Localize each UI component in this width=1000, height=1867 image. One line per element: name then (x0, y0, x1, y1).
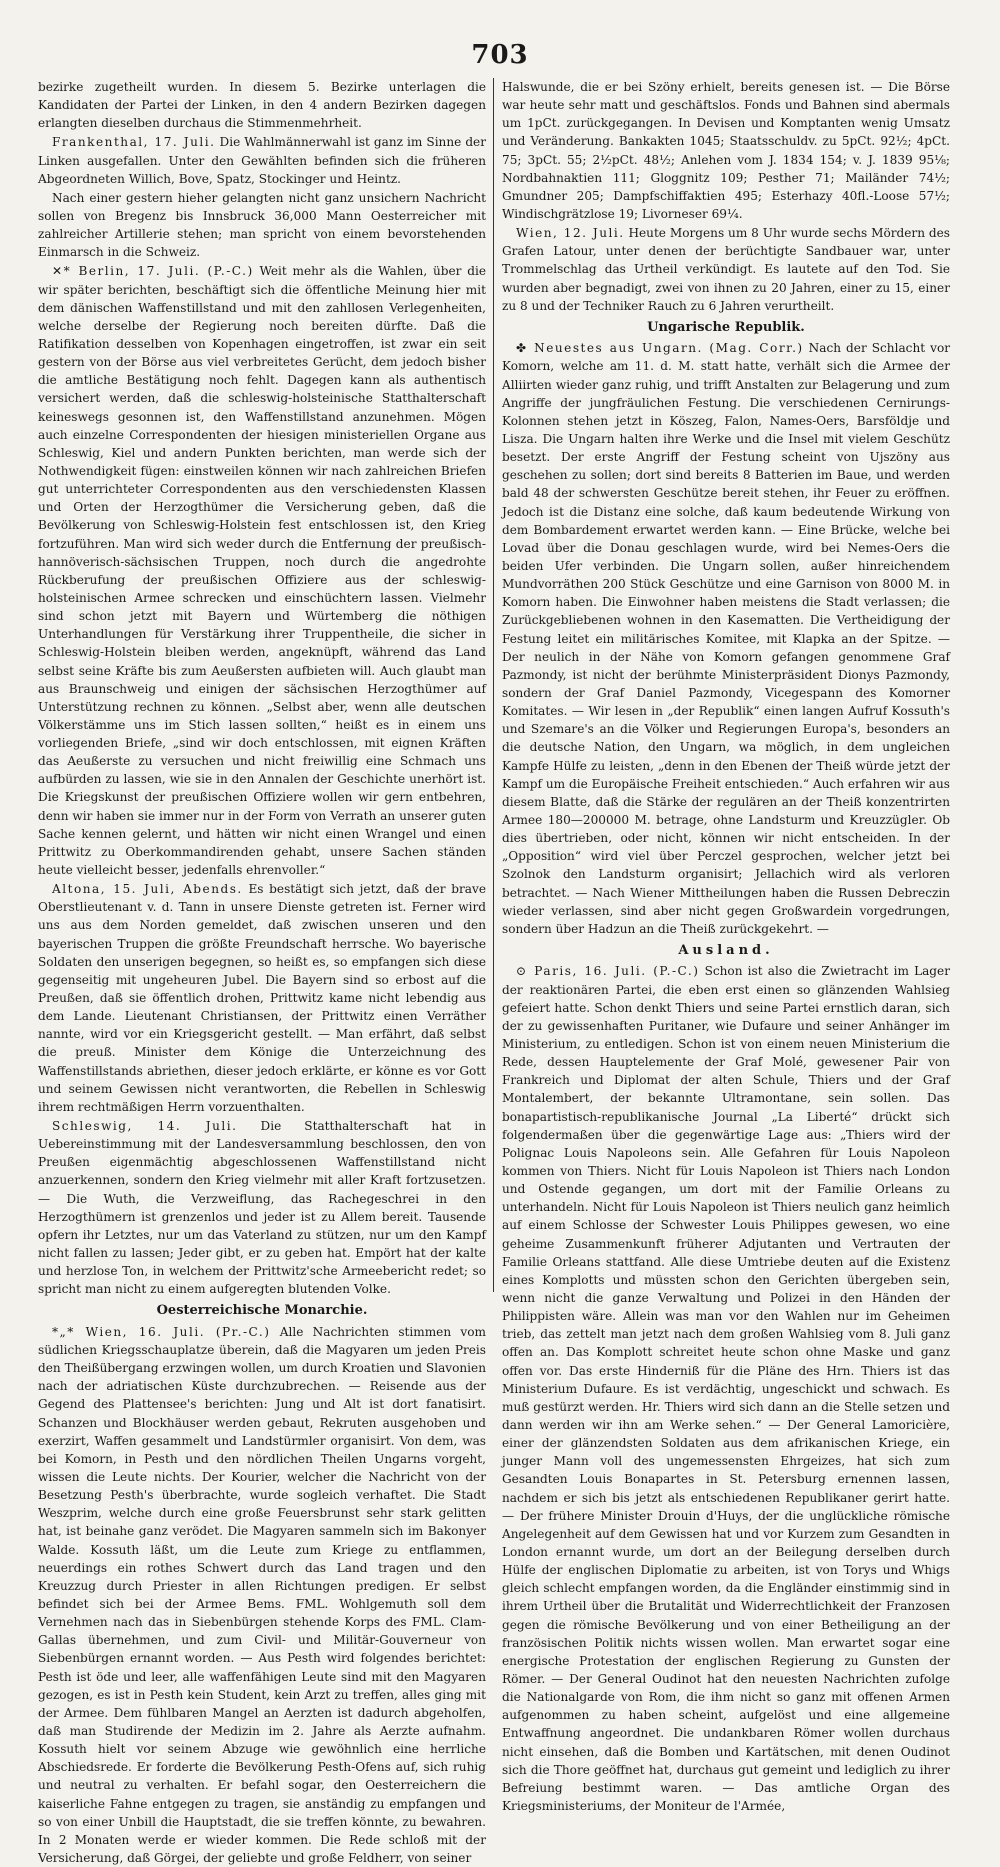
section-heading: Ausland. (678, 942, 774, 958)
column-divider (493, 78, 494, 1292)
article-paragraph (502, 224, 950, 315)
page-number: 703 (471, 40, 529, 70)
article-text: Heute Morgens um 8 Uhr wurde sechs Mördern des Grafen Latour, unter denen der berüchtigte Sandbauer war, unter Trommelschlag das Urtheil verkündigt. Es lautete auf den Tod. Sie wurden aber begnadigt, zwei von ihnen zu 20 Jahren, einer zu 15, einer zu 8 und der Techniker Rauch zu 6 Jahren verurtheilt. (502, 226, 950, 313)
article-paragraph (38, 1117, 486, 1298)
article-text: Es bestätigt sich jetzt, daß der brave Oberstlieutenant v. d. Tann in unsere Dienste getreten ist. Ferner wird uns aus dem Norden gemeldet, daß zwischen unseren und den bayerischen Truppen die größte Freundschaft herrsche. Wo bayerische Soldaten den unserigen begegnen, so heißt es, so empfangen sich diese gegenseitig mit ungeheuren Jubel. Die Bayern sind so erbost auf die Preußen, daß sie öffentlich drohen, Prittwitz kame nicht lebendig aus dem Lande. Lieutenant Christiansen, der Prittwitz einen Verräther nannte, wird vor ein Kriegsgericht gestellt. — Man erfährt, daß selbst die preuß. Minister dem Könige die Unterzeichnung des Waffenstillstands abriethen, dieser jedoch erklärte, er könne es vor Gott und seinem Gewissen nicht verantworten, die Rebellen in Schleswig ihrem rechtmäßigen Herrn vorzuenthalten. (38, 882, 486, 1114)
left-column (38, 78, 486, 1865)
dateline: Wien, 12. Juli. (516, 226, 625, 241)
dateline: ✤ Neuestes aus Ungarn. (Mag. Corr.) (516, 341, 804, 356)
article-text: Schon ist also die Zwietracht im Lager der reaktionären Partei, die eben erst einen so glänzenden Wahlsieg gefeiert hatte. Schon denkt Thiers und seine Partei ernstlich daran, sich der zu gewissenhaften Puritaner, wie Dufaure und seiner Anhänger im Ministerium, zu entledigen. Schon ist von einem neuen Ministerium die Rede, dessen Hauptelemente der Graf Molé, gewesener Pair von Frankreich und Diplomat der alten Schule, Thiers und der Graf Montalembert, der bekannte Ultramontane, sein sollen. Das bonapartistisch-republikanische Journal „La Liberté“ drückt sich folgendermaßen über die gegenwärtige Lage aus: „Thiers wird der Polignac Louis Napoleons sein. Alle Gefahren für Louis Napoleon kommen von Thiers. Nicht für Louis Napoleon ist Thiers nach London und Ostende gegangen, um dort mit der Familie Orleans zu unterhandeln. Nicht für Louis Napoleon ist Thiers neulich ganz heimlich auf einem Schlosse der Schwester Louis Philippes gewesen, wo eine geheime Zusammenkunft früherer Adjutanten und Vertrauten der Familie Orleans stattfand. Alle diese Umtriebe deuten auf die Existenz eines Komplotts und müssten schon den Gerichten übergeben sein, wenn nicht die ganze Verwaltung und Polizei in den Händen der Philippisten wäre. Allein was man vor den Wahlen nur im Geheimen trieb, das zettelt man jetzt nach dem großen Wahlsieg vom 8. Juli ganz offen an. Das Komplott schreitet heute schon ohne Maske und ganz offen vor. Das erste Hinderniß für die Pläne des Hrn. Thiers ist das Ministerium Dufaure. Es ist verdächtig, ungeschickt und schwach. Es muß gestürzt werden. Hr. Thiers wird sich dann an die Stelle setzen und dann werden wir ihn am Werke sehen.“ — Der General Lamoricière, einer der glänzendsten Soldaten aus dem afrikanischen Kriege, ein junger Mann voll des ungemessensten Ehrgeizes, hat sich zum Gesandten Louis Bonapartes in St. Petersburg ernennen lassen, nachdem er sich bis jetzt als entschiedenen Republikaner gerirt hatte. — Der frühere Minister Drouin d'Huys, der die unglückliche römische Angelegenheit auf dem Gewissen hat und vor Kurzem zum Gesandten in London ernannt wurde, um dort an der Beilegung derselben durch Hülfe der englischen Diplomatie zu arbeiten, ist von Torys und Whigs gleich schlecht empfangen worden, da die Engländer einstimmig sind in ihrem Urtheil über die Brutalität und Widerrechtlichkeit der Franzosen gegen die römische Bevölkerung und von einer Betheiligung an der französischen Politik nichts wissen wollen. Man erwartet sogar eine energische Protestation der englischen Regierung zu Gunsten der Römer. — Der General Oudinot hat den neuesten Nachrichten zufolge die Nationalgarde von Rom, die ihm nicht so ganz mit offenen Armen aufgenommen zu haben scheint, aufgelöst und eine allgemeine Entwaffnung angeordnet. Die undankbaren Römer wollen durchaus nicht einsehen, daß die Bomben und Kartätschen, mit denen Oudinot sich die Thore geöffnet hat, durchaus gut gemeint und lediglich zu ihrer Befreiung bestimmt waren. — Das amtliche Organ des Kriegsministeriums, der Moniteur de l'Armée, (502, 964, 950, 1813)
article-text: Alle Nachrichten stimmen vom südlichen Kriegsschauplatze überein, daß die Magyaren um jeden Preis den Theißübergang erzwingen wollen, um durch Kroatien und Slavonien nach der adriatischen Küste durchzubrechen. — Reisende aus der Gegend des Plattensee's berichten: Jung und Alt ist dort fanatisirt. Schanzen und Blockhäuser werden gebaut, Rekruten ausgehoben und exerzirt, Waffen gesammelt und Landstürmler organisirt. Von dem, was bei Komorn, in Pesth und den nördlichen Theilen Ungarns vorgeht, wissen die Leute nichts. Der Kourier, welcher die Nachricht von der Besetzung Pesth's überbrachte, wurde sogleich verhaftet. Die Stadt Weszprim, welche durch eine große Feuersbrunst sehr stark gelitten hat, ist beinahe ganz verödet. Die Magyaren sammeln sich im Bakonyer Walde. Kossuth läßt, um die Leute zum Kriege zu entflammen, neuerdings ein rothes Schwert durch das Land tragen und den Kreuzzug durch Priester in allen Richtungen predigen. Er selbst befindet sich bei der Armee Bems. FML. Wohlgemuth soll dem Vernehmen nach das in Siebenbürgen stehende Korps des FML. Clam-Gallas übernehmen, und zum Civil- und Militär-Gouverneur von Siebenbürgen ernannt worden. — Aus Pesth wird folgendes berichtet: Pesth ist öde und leer, alle waffenfähigen Leute sind mit den Magyaren gezogen, es ist in Pesth kein Student, kein Arzt zu treffen, alles ging mit der Armee. Dem fühlbaren Mangel an Aerzten ist dadurch abgeholfen, daß man Studirende der Medizin im 2. Jahre als Aerzte aufnahm. Kossuth hielt vor seinem Abzuge wie gewöhnlich eine herrliche Abschiedsrede. Er forderte die Bevölkerung Pesth-Ofens auf, sich ruhig und neutral zu verhalten. Er befahl sogar, den Oesterreichern die kaiserliche Fahne entgegen zu tragen, sie anständig zu empfangen und so von einer Unbill die Hauptstadt, die sie treffen könnte, zu bewahren. In 2 Monaten werde er wieder kommen. Die Rede schloß mit der Versicherung, daß Görgei, der geliebte und große Feldherr, von seiner (38, 1324, 486, 1865)
article-text: bezirke zugetheilt wurden. In diesem 5. Bezirke unterlagen die Kandidaten der Partei der Linken, in den 4 andern Bezirken dagegen erlangten dieselben durchaus die Stimmenmehrheit. (38, 80, 486, 131)
dateline: ✕* Berlin, 17. Juli. (P.-C.) (52, 264, 254, 279)
article-text: Die Wahlmännerwahl ist ganz im Sinne der Linken ausgefallen. Unter den Gewählten befinden sich die früheren Abgeordneten Willich, Bove, Spatz, Stockinger und Heintz. (38, 135, 486, 186)
article-paragraph (502, 339, 950, 938)
article-paragraph (38, 78, 486, 132)
dateline: *„* Wien, 16. Juli. (Pr.-C.) (52, 1324, 271, 1339)
article-text: Halswunde, die er bei Szöny erhielt, bereits genesen ist. — Die Börse war heute sehr matt und geschäftslos. Fonds und Bahnen sind abermals um 1pCt. zurückgegangen. In Devisen und Komptanten wenig Umsatz und Veränderung. Bankakten 1045; Staatsschuldv. zu 5pCt. 92½; 4pCt. 75; 3pCt. 55; 2½pCt. 48½; Anlehen vom J. 1834 154; v. J. 1839 95⅛; Nordbahnaktien 111; Gloggnitz 109; Pesther 71; Mailänder 74½; Gmundner 205; Dampfschiffaktien 495; Esterhazy 40fl.-Loose 57½; Windischgrätzlose 19; Livorneser 69¼. (502, 80, 950, 221)
article-paragraph (38, 189, 486, 262)
dateline: Frankenthal, 17. Juli. (52, 135, 216, 150)
article-paragraph (502, 78, 950, 223)
right-column (502, 78, 951, 1813)
article-text: Nach einer gestern hieher gelangten nicht ganz unsichern Nachricht sollen von Bregenz bis Innsbruck 36,000 Mann Oesterreicher mit zahlreicher Artillerie stehen; man spricht von einem bevorstehenden Einmarsch in die Schweiz. (38, 190, 486, 260)
dateline: Altona, 15. Juli, Abends. (52, 882, 243, 897)
article-text: Nach der Schlacht vor Komorn, welche am 11. d. M. statt hatte, verhält sich die Armee der Alliirten wieder ganz ruhig, und trifft Anstalten zur Belagerung und zum Angriffe der jungfräulichen Festung. Die verschiedenen Cernirungs-Kolonnen stehen jetzt in Köszeg, Falon, Names-Oers, Barsföldje und Lisza. Die Ungarn halten ihre Werke und die Insel mit vielem Geschütz besetzt. Der erste Angriff der Festung scheint von Ujszöny aus geschehen zu sollen; dort sind bereits 8 Batterien im Baue, und werden bald 48 der schwersten Geschütze bereit stehen, ihr Feuer zu eröffnen. Jedoch ist die Distanz eine solche, daß kaum bedeutende Wirkung von dem Bombardement erwartet werden kann. — Eine Brücke, welche bei Lovad über die Donau geschlagen wurde, wird bei Nemes-Oers die beiden Ufer verbinden. Die Ungarn sollen, außer hinreichendem Mundvorräthen 200 Stück Geschütze und eine Garnison von 8000 M. in Komorn haben. Die Einwohner haben meistens die Stadt verlassen; die Zurückgebliebenen wohnen in den Kasematten. Die Vertheidigung der Festung leitet ein militärisches Komitee, mit Klapka an der Spitze. — Der neulich in der Nähe von Komorn gefangen genommene Graf Pazmondy, ist nicht der berühmte Ministerpräsident Dionys Pazmondy, sondern der Graf Daniel Pazmondy, Vicegespann des Komorner Komitates. — Wir lesen in „der Republik“ einen langen Aufruf Kossuth's und Szemare's an die Völker und Regierungen Europa's, besonders an die deutsche Nation, den Ungarn, wa möglich, in dem ungleichen Kampfe Hülfe zu leisten, „denn in den Ebenen der Theiß würde jetzt der Kampf um die Europäische Freiheit entschieden.“ Auch erfahren wir aus diesem Blatte, daß die Stärke der regulären an der Theiß konzentrirten Armee 180—200000 M. betrage, ohne Landsturm und Kreuzzügler. Ob dies übertrieben, oder nicht, können wir nicht entscheiden. In der „Opposition“ wird viel über Perczel gesprochen, welcher jetzt bei Szolnok den Landsturm organisirt; Jellachich wird als verloren betrachtet. — Nach Wiener Mittheilungen haben die Russen Debreczin wieder verlassen, sind aber nicht gegen Großwardein vorgedrungen, sondern über Hadzun an die Theiß zurückgekehrt. — (502, 341, 951, 936)
article-paragraph (38, 1323, 486, 1867)
article-paragraph (502, 962, 950, 1815)
article-paragraph (38, 262, 486, 879)
article-text: Weit mehr als die Wahlen, über die wir später berichten, beschäftigt sich die öffentliche Meinung hier mit dem dänischen Waffenstillstand und mit den zahllosen Verlegenheiten, welche derselbe der Regierung noch bereiten dürfte. Daß die Ratifikation desselben von Kopenhagen eingetroffen, ist zwar ein seit gestern von der Börse aus viel verbreitetes Gerücht, dem jedoch bisher die amtliche Bestätigung noch fehlt. Dagegen kann als authentisch versichert werden, daß die schleswig-holsteinische Statthalterschaft keineswegs gesonnen ist, den Waffenstillstand anzunehmen. Mögen auch einzelne Correspondenten der hiesigen ministeriellen Organe aus Schleswig, Kiel und andern Punkten berichten, man werde sich der Nothwendigkeit fügen: einstweilen können wir nach zahlreichen Briefen gut unterrichteter Correspondenten aus den verschiedensten Klassen und Orten der Herzogthümer die Versicherung geben, daß die Bevölkerung von Schleswig-Holstein fest entschlossen ist, den Krieg fortzuführen. Man wird sich weder durch die Entfernung der preußisch-hannöverisch-sächsischen Truppen, noch durch die angedrohte Rückberufung der preußischen Offiziere aus der schleswig-holsteinischen Armee schrecken und einschüchtern lassen. Vielmehr sind schon jetzt mit Bayern und Würtemberg die nöthigen Unterhandlungen für Verstärkung ihrer Truppentheile, die sicher in Schleswig-Holstein bleiben werden, angeknüpft, während das Land selbst seine Kräfte bis zum Aeußersten aufbieten will. Auch glaubt man aus Braunschweig und einigen der sächsischen Herzogthümer auf Unterstützung rechnen zu können. „Selbst aber, wenn alle deutschen Völkerstämme uns im Stich lassen sollten,“ heißt es in einem uns vorliegenden Briefe, „sind wir doch entschlossen, mit eignen Kräften das Aeußerste zu versuchen und nicht freiwillig eine Schmach uns aufbürden zu lassen, wie sie in den Annalen der Geschichte unerhört ist. Die Kriegskunst der preußischen Offiziere wollen wir gern entbehren, denn wir haben sie immer nur in der Form von Verrath an unserer guten Sache kennen gelernt, und hätten wir nicht einen Wrangel und einen Prittwitz zu Oberkommandirenden gehabt, unsere Sachen ständen heute vielleicht besser, jedenfalls ehrenvoller.“ (38, 264, 486, 878)
article-paragraph (38, 133, 486, 187)
section-heading: Oesterreichische Monarchie. (156, 1303, 368, 1319)
dateline: Schleswig, 14. Juli. (52, 1119, 238, 1134)
article-text: Die Statthalterschaft hat in Uebereinstimmung mit der Landesversammlung beschlossen, den von Preußen eigenmächtig abgeschlossenen Waffenstillstand nicht anzuerkennen, sondern den Krieg vielmehr mit aller Kraft fortzusetzen. — Die Wuth, die Verzweiflung, das Rachegeschrei in den Herzogthümern ist grenzenlos und jeder ist zu Allem bereit. Tausende opfern ihr Letztes, nur um das Vaterland zu stützen, nur um den Kampf nicht fallen zu lassen; Jeder gibt, er zu geben hat. Empört hat der kalte und herzlose Ton, in welchem der Prittwitz'sche Armeebericht redet; so spricht man nicht zu einem aufgeregten blutenden Volke. (38, 1119, 486, 1297)
article-paragraph (38, 880, 486, 1116)
dateline: ⊙ Paris, 16. Juli. (P.-C.) (516, 964, 700, 979)
section-heading: Ungarische Republik. (647, 319, 805, 335)
